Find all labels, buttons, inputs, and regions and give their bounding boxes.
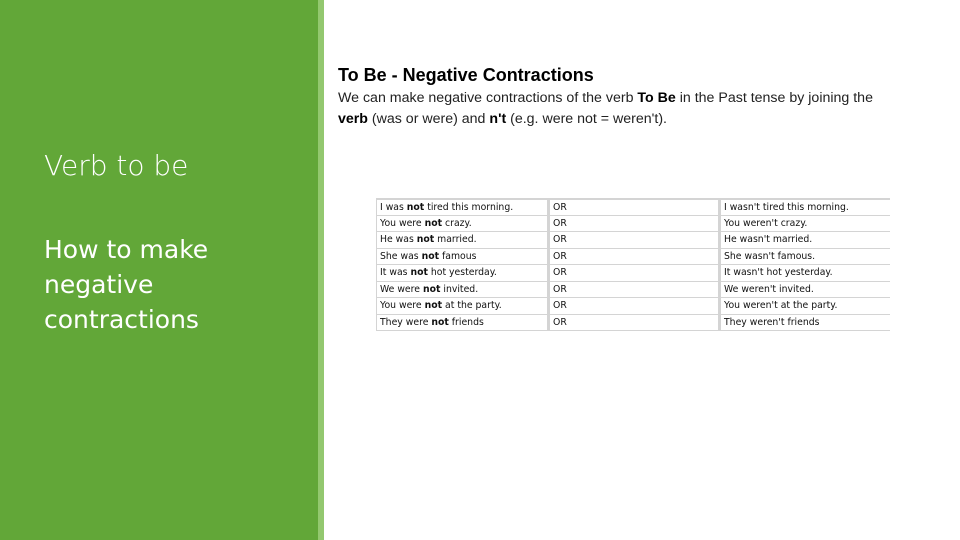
intro-paragraph xyxy=(338,88,898,130)
table-cell-contracted-form: You weren't at the party. xyxy=(721,298,891,313)
slide-subtitle: How to make negative contractions xyxy=(44,235,209,334)
intro-segment: (e.g. were not = weren't). xyxy=(506,111,667,127)
intro-segment-bold: verb xyxy=(338,111,368,127)
table-cell-or: OR xyxy=(550,249,718,264)
table-cell-contracted-form: I wasn't tired this morning. xyxy=(721,200,891,215)
sentence-part: You were xyxy=(380,300,425,312)
sentence-part: tired this morning. xyxy=(424,201,514,213)
slide-title: Verb to be xyxy=(44,149,189,182)
table-cell-contracted-form: They weren't friends xyxy=(721,315,891,330)
contractions-table xyxy=(376,198,890,331)
negation-word: not xyxy=(410,267,428,279)
table-cell-full-form xyxy=(377,216,547,231)
intro-segment: in the Past tense by joining the xyxy=(675,90,873,106)
table-cell-or: OR xyxy=(550,265,718,280)
sentence-part: She was xyxy=(380,250,422,262)
negation-word: not xyxy=(424,217,443,229)
intro-segment-bold: n't xyxy=(489,111,507,127)
intro-segment: We can make negative contractions of the verb xyxy=(338,90,638,106)
sentence-part: I was xyxy=(380,201,407,213)
table-cell-full-form xyxy=(377,232,547,247)
content-heading: To Be - Negative Contractions xyxy=(338,65,594,85)
table-cell-or: OR xyxy=(550,232,718,247)
sentence-part: famous xyxy=(439,250,477,262)
table-cell-or: OR xyxy=(550,216,718,231)
sentence-part: He was xyxy=(380,234,417,246)
sentence-part: friends xyxy=(448,316,484,328)
intro-segment: (was or were) and xyxy=(367,111,490,127)
sentence-part: hot yesterday. xyxy=(427,267,497,279)
negation-word: not xyxy=(421,250,440,262)
sentence-part: crazy. xyxy=(442,217,472,229)
table-cell-contracted-form: You weren't crazy. xyxy=(721,216,891,231)
intro-segment-bold: To Be xyxy=(637,90,676,106)
table-cell-full-form xyxy=(377,200,547,215)
negation-word: not xyxy=(416,234,435,246)
sentence-part: They were xyxy=(380,316,432,328)
table-cell-full-form xyxy=(377,249,547,264)
table-cell-or: OR xyxy=(550,200,718,215)
table-cell-or: OR xyxy=(550,282,718,297)
table-cell-full-form xyxy=(377,265,547,280)
table-cell-contracted-form: We weren't invited. xyxy=(721,282,891,297)
negation-word: not xyxy=(431,316,449,328)
table-cell-contracted-form: He wasn't married. xyxy=(721,232,891,247)
table-cell-contracted-form: It wasn't hot yesterday. xyxy=(721,265,891,280)
sentence-part: invited. xyxy=(440,283,479,295)
table-cell-contracted-form: She wasn't famous. xyxy=(721,249,891,264)
negation-word: not xyxy=(406,201,425,213)
left-panel-stripe xyxy=(318,0,324,540)
negation-word: not xyxy=(422,283,441,295)
table-cell-or: OR xyxy=(550,315,718,330)
table-cell-or: OR xyxy=(550,298,718,313)
sentence-part: at the party. xyxy=(442,300,502,312)
negation-word: not xyxy=(424,300,443,312)
sentence-part: married. xyxy=(434,234,477,246)
table-cell-full-form xyxy=(377,298,547,313)
sentence-part: We were xyxy=(380,283,423,295)
sentence-part: It was xyxy=(380,267,411,279)
sentence-part: You were xyxy=(380,217,425,229)
table-cell-full-form xyxy=(377,282,547,297)
table-cell-full-form xyxy=(377,315,547,330)
